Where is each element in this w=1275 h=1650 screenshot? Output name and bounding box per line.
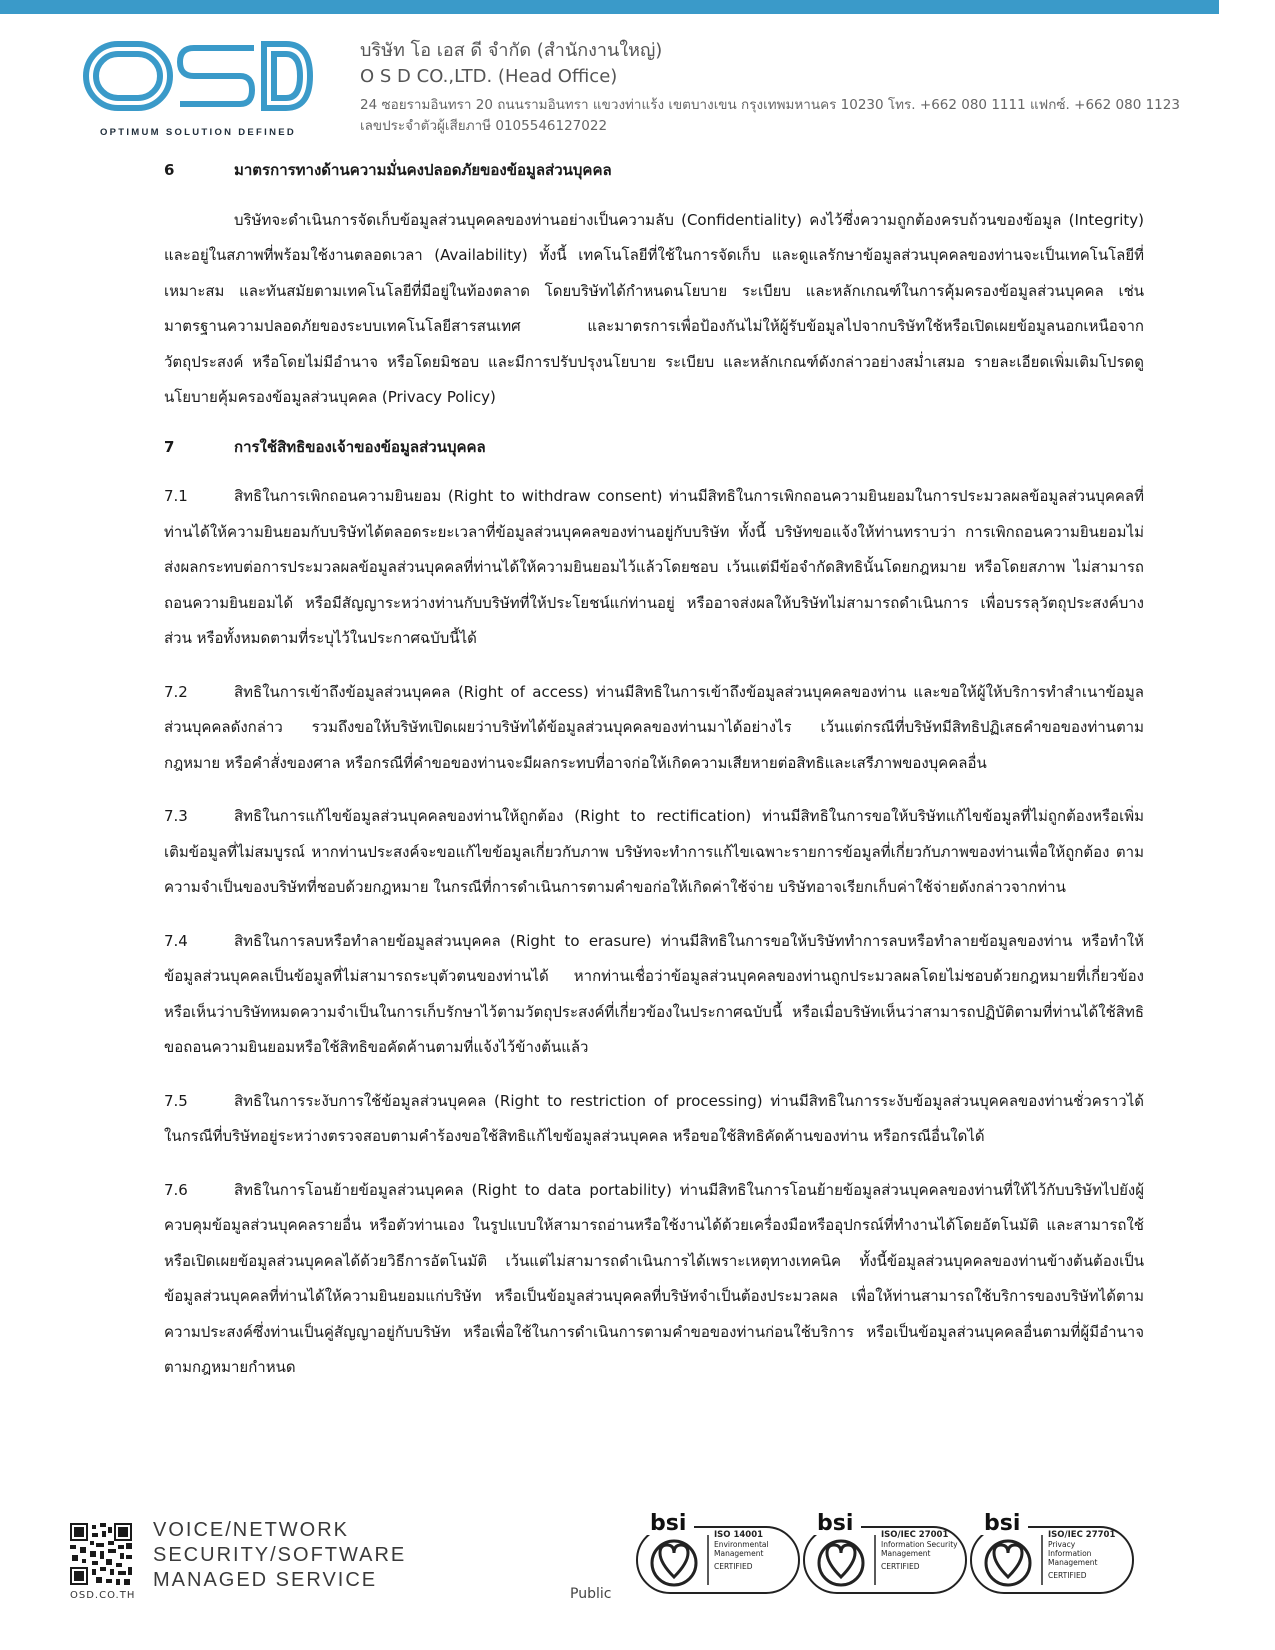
subsection-7-1 [164, 479, 1144, 657]
service-line: SECURITY/SOFTWARE [153, 1544, 407, 1566]
subsection-text: สิทธิในการเพิกถอนความยินยอม (Right to withdraw consent) ท่านมีสิทธิในการเพิกถอนความยินยอมในการประมวลผลข้อมูลส่วนบุคคลที่ท่านได้ให้ความยินยอมกับบริษัทได้ตลอดระยะเวลาที่ข้อมูลส่วนบุคคลของท่านอยู่กับบริษัท ทั้งนี้ บริษัทขอแจ้งให้ท่านทราบว่า การเพิกถอนความยินยอมไม่ส่งผลกระทบต่อการประมวลผลข้อมูลส่วนบุคคลที่ท่านได้ให้ความยินยอมไว้แล้วโดยชอบ เว้นแต่มีข้อจำกัดสิทธินั้นโดยกฎหมาย หรือโดยสภาพ ไม่สามารถถอนความยินยอมได้ หรือมีสัญญาระหว่างท่านกับบริษัทที่ให้ประโยชน์แก่ท่านอยู่ หรืออาจส่งผลให้บริษัทไม่สามารถดำเนินการ เพื่อบรรลุวัตถุประสงค์บางส่วน หรือทั้งหมดตามที่ระบุไว้ในประกาศฉบับนี้ได้ [164, 487, 1144, 647]
subsection-text: สิทธิในการแก้ไขข้อมูลส่วนบุคคลของท่านให้ถูกต้อง (Right to rectification) ท่านมีสิทธิในการขอให้บริษัทแก้ไขข้อมูลที่ไม่ถูกต้องหรือเพิ่มเติมข้อมูลที่ไม่สมบูรณ์ หากท่านประสงค์จะขอแก้ไขข้อมูลเกี่ยวกับภาพ บริษัทจะทำการแก้ไขเฉพาะรายการข้อมูลที่เกี่ยวกับภาพของท่านเพื่อให้ถูกต้อง ตามความจำเป็นของบริษัทที่ชอบด้วยกฎหมาย ในกรณีที่การดำเนินการตามคำขอก่อให้เกิดค่าใช้จ่าย บริษัทอาจเรียกเก็บค่าใช้จ่ายดังกล่าวจากท่าน [164, 807, 1144, 896]
cert-code: ISO/IEC 27701 [1048, 1530, 1116, 1540]
cert-line: Management [714, 1549, 764, 1558]
logo-tagline: OPTIMUM SOLUTION DEFINED [99, 127, 297, 138]
bsi-brand: bsi [984, 1511, 1021, 1536]
subsection-number: 7.5 [164, 1091, 188, 1110]
cert-status: CERTIFIED [714, 1562, 753, 1571]
cert-line: Management [881, 1549, 931, 1558]
subsection-text: สิทธิในการเข้าถึงข้อมูลส่วนบุคคล (Right of access) ท่านมีสิทธิในการเข้าถึงข้อมูลส่วนบุคคลของท่าน และขอให้ผู้ให้บริการทำสำเนาข้อมูลส่วนบุคคลดังกล่าว รวมถึงขอให้บริษัทเปิดเผยว่าบริษัทได้ข้อมูลส่วนบุคคลของท่านมาได้อย่างไร เว้นแต่กรณีที่บริษัทมีสิทธิปฏิเสธคำขอของท่านตามกฎหมาย หรือคำสั่งของศาล หรือกรณีที่คำขอของท่านจะมีผลกระทบที่อาจก่อให้เกิดความเสียหายต่อสิทธิและเสรีภาพของบุคคลอื่น [164, 682, 1144, 772]
bsi-certification-badge [636, 1513, 800, 1595]
cert-line: Environmental [714, 1540, 769, 1549]
subsection-number: 7.2 [164, 682, 188, 701]
section-title: มาตรการทางด้านความมั่นคงปลอดภัยของข้อมูลส่วนบุคคล [234, 161, 612, 179]
bsi-certification-badge [970, 1513, 1134, 1595]
cert-code: ISO 14001 [714, 1530, 764, 1540]
bsi-brand: bsi [650, 1511, 687, 1536]
cert-details [1048, 1531, 1128, 1580]
osd-logo [82, 38, 314, 156]
section-title: การใช้สิทธิของเจ้าของข้อมูลส่วนบุคคล [234, 437, 486, 456]
section-heading-6 [164, 153, 1144, 189]
cert-line: Management [1048, 1558, 1098, 1567]
classification-label: Public [570, 1586, 612, 1602]
company-address: 24 ซอยรามอินทรา 20 ถนนรามอินทรา แขวงท่าแร้ง เขตบางเขน กรุงเทพมหานคร 10230 โทร. +662 080 1111 แฟกซ์. +662 080 1123 [360, 97, 1180, 113]
subsection-text: สิทธิในการลบหรือทำลายข้อมูลส่วนบุคคล (Right to erasure) ท่านมีสิทธิในการขอให้บริษัททำการลบหรือทำลายข้อมูลของท่าน หรือทำให้ข้อมูลส่วนบุคคลเป็นข้อมูลที่ไม่สามารถระบุตัวตนของท่านได้ หากท่านเชื่อว่าข้อมูลส่วนบุคคลของท่านถูกประมวลผลโดยไม่ชอบด้วยกฎหมายที่เกี่ยวข้อง หรือเห็นว่าบริษัทหมดความจำเป็นในการเก็บรักษาไว้ตามวัตถุประสงค์ที่เกี่ยวข้องในประกาศฉบับนี้ หรือเมื่อบริษัทเห็นว่าสามารถปฏิบัติตามที่ท่านได้ใช้สิทธิขอถอนความยินยอมหรือใช้สิทธิขอคัดค้านตามที่แจ้งไว้ข้างต้นแล้ว [164, 931, 1144, 1056]
company-name-thai: บริษัท โอ เอส ดี จำกัด (สำนักงานใหญ่) [360, 40, 663, 61]
subsection-text: สิทธิในการระงับการใช้ข้อมูลส่วนบุคคล (Right to restriction of processing) ท่านมีสิทธิในการระงับข้อมูลส่วนบุคคลของท่านชั่วคราวได้ ในกรณีที่บริษัทอยู่ระหว่างตรวจสอบตามคำร้องขอใช้สิทธิแก้ไขข้อมูลส่วนบุคคล หรือขอใช้สิทธิคัดค้านของท่าน หรือกรณีอื่นใดได้ [164, 1091, 1144, 1145]
subsection-number: 7.3 [164, 807, 188, 825]
section-number: 7 [164, 437, 175, 456]
subsection-7-5 [164, 1084, 1144, 1155]
subsection-text: สิทธิในการโอนย้ายข้อมูลส่วนบุคคล (Right to data portability) ท่านมีสิทธิในการโอนย้ายข้อมูลส่วนบุคคลของท่านที่ให้ไว้กับบริษัทไปยังผู้ควบคุมข้อมูลส่วนบุคคลรายอื่น หรือตัวท่านเอง ในรูปแบบให้สามารถอ่านหรือใช้งานได้ด้วยเครื่องมือหรืออุปกรณ์ที่ทำงานได้โดยอัตโนมัติ และสามารถใช้หรือเปิดเผยข้อมูลส่วนบุคคลได้ด้วยวิธีการอัตโนมัติ เว้นแต่ไม่สามารถดำเนินการได้เพราะเหตุทางเทคนิค ทั้งนี้ข้อมูลส่วนบุคคลของท่านข้างต้นต้องเป็นข้อมูลส่วนบุคคลที่ท่านได้ให้ความยินยอมแก่บริษัท หรือเป็นข้อมูลส่วนบุคคลที่บริษัทจำเป็นต้องประมวลผล เพื่อให้ท่านสามารถใช้บริการของบริษัทได้ตามความประสงค์ซึ่งท่านเป็นคู่สัญญาอยู่กับบริษัท หรือเพื่อใช้ในการดำเนินการตามคำขอของท่านก่อนใช้บริการ หรือเป็นข้อมูลส่วนบุคคลอื่นตามที่ผู้มีอำนาจตามกฎหมายกำหนด [164, 1180, 1144, 1376]
subsection-number: 7.1 [164, 487, 188, 505]
bsi-certification-badge [803, 1513, 967, 1595]
company-tax-id: เลขประจำตัวผู้เสียภาษี 0105546127022 [360, 118, 608, 134]
cert-code: ISO/IEC 27001 [881, 1530, 949, 1540]
cert-details [881, 1531, 961, 1571]
cert-status: CERTIFIED [1048, 1571, 1087, 1580]
section-number: 6 [164, 161, 175, 179]
subsection-number: 7.4 [164, 931, 188, 950]
top-accent-bar [0, 0, 1219, 14]
cert-status: CERTIFIED [881, 1562, 920, 1571]
subsection-number: 7.6 [164, 1180, 188, 1199]
service-line: MANAGED SERVICE [153, 1569, 378, 1591]
document-body [164, 153, 1144, 1386]
cert-details [714, 1531, 794, 1571]
section-6-paragraph: บริษัทจะดำเนินการจัดเก็บข้อมูลส่วนบุคคลของท่านอย่างเป็นความลับ (Confidentiality) คงไว้ซึ่งความถูกต้องครบถ้วนของข้อมูล (Integrity) และอยู่ในสภาพที่พร้อมใช้งานตลอดเวลา (Availability) ทั้งนี้ เทคโนโลยีที่ใช้ในการจัดเก็บ และดูแลรักษาข้อมูลส่วนบุคคลของท่านจะเป็นเทคโนโลยีที่เหมาะสม และทันสมัยตามเทคโนโลยีที่มีอยู่ในท้องตลาด โดยบริษัทได้กำหนดนโยบาย ระเบียบ และหลักเกณฑ์ในการคุ้มครองข้อมูลส่วนบุคคล เช่น มาตรฐานความปลอดภัยของระบบเทคโนโลยีสารสนเทศ และมาตรการเพื่อป้องกันไม่ให้ผู้รับข้อมูลไปจากบริษัทใช้หรือเปิดเผยข้อมูลนอกเหนือจากวัตถุประสงค์ หรือโดยไม่มีอำนาจ หรือโดยมิชอบ และมีการปรับปรุงนโยบาย ระเบียบ และหลักเกณฑ์ดังกล่าวอย่างสม่ำเสมอ รายละเอียดเพิ่มเติมโปรดดู นโยบายคุ้มครองข้อมูลส่วนบุคคล (Privacy Policy) [164, 210, 1144, 406]
qr-code-icon [70, 1523, 132, 1585]
subsection-7-3 [164, 799, 1144, 906]
subsection-7-2 [164, 675, 1144, 782]
cert-line: Information [1048, 1549, 1092, 1558]
section-heading-7 [164, 430, 1144, 466]
subsection-7-6 [164, 1173, 1144, 1386]
company-name-english: O S D CO.,LTD. (Head Office) [360, 66, 618, 87]
bsi-brand: bsi [817, 1511, 854, 1536]
company-info [360, 38, 1240, 136]
footer-website: OSD.CO.TH [70, 1590, 136, 1601]
footer-services [153, 1518, 406, 1593]
cert-line: Privacy [1048, 1540, 1076, 1549]
subsection-7-4 [164, 924, 1144, 1066]
service-line: VOICE/NETWORK [153, 1519, 350, 1541]
cert-line: Information Security [881, 1540, 958, 1549]
